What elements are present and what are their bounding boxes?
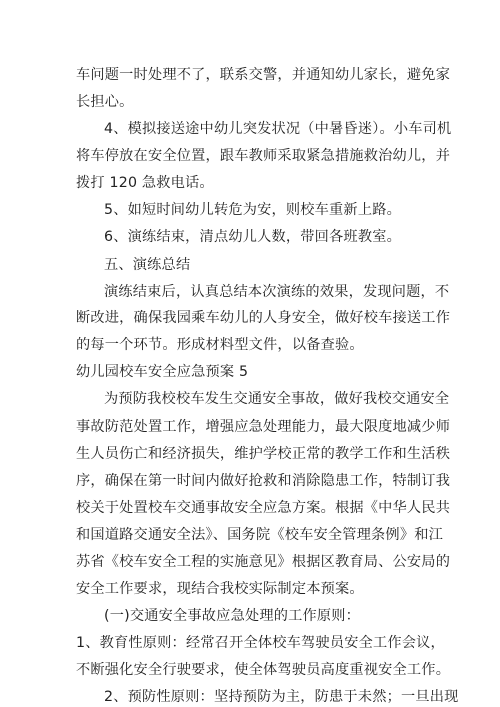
text-line: 长担心。 <box>76 94 134 110</box>
section-heading: 五、演练总结 <box>104 257 191 273</box>
text-line: 2、预防性原则：坚持预防为主，防患于未然；一旦出现 <box>104 689 459 705</box>
text-line: 苏省《校车安全工程的实施意见》根据区教育局、公安局的 <box>76 554 451 570</box>
text-line: 安全工作要求，现结合我校实际制定本预案。 <box>76 581 364 597</box>
text-line: 不断强化安全行驶要求，使全体驾驶员高度重视安全工作。 <box>76 662 451 678</box>
text-line: 拨打 120 急救电话。 <box>76 175 214 191</box>
text-line: 和国道路交通安全法》、国务院《校车安全管理条例》和江 <box>76 527 443 543</box>
text-line: 演练结束后，认真总结本次演练的效果，发现问题，不 <box>104 284 450 300</box>
document-heading: 幼儿园校车安全应急预案 5 <box>76 364 249 380</box>
text-line: 事故防范处置工作，增强应急处理能力，最大限度地减少师 <box>76 419 451 435</box>
text-line: 1、教育性原则：经常召开全体校车驾驶员安全工作会议， <box>76 635 445 651</box>
text-line: 车问题一时处理不了，联系交警，并通知幼儿家长，避免家 <box>76 67 451 83</box>
text-line: 4、模拟接送途中幼儿突发状况（中暑昏迷）。小车司机 <box>104 121 452 137</box>
subsection-heading: (一)交通安全事故应急处理的工作原则： <box>104 608 361 624</box>
text-line: 生人员伤亡和经济损失，维护学校正常的教学工作和生活秩 <box>76 446 451 462</box>
text-line: 将车停放在安全位置，跟车教师采取紧急措施救治幼儿，并 <box>76 148 451 164</box>
text-line: 6、演练结束，清点幼儿人数，带回各班教室。 <box>104 229 401 245</box>
text-line: 序，确保在第一时间内做好抢救和消除隐患工作，特制订我 <box>76 473 451 489</box>
text-line: 断改进，确保我园乘车幼儿的人身安全，做好校车接送工作 <box>76 310 451 326</box>
text-line: 为预防我校校车发生交通安全事故，做好我校交通安全 <box>104 391 450 407</box>
text-line: 的每一个环节。形成材料型文件，以备查验。 <box>76 337 364 353</box>
text-line: 校关于处置校车交通事故安全应急方案。根据《中华人民共 <box>76 500 451 516</box>
text-line: 5、如短时间幼儿转危为安，则校车重新上路。 <box>104 202 401 218</box>
